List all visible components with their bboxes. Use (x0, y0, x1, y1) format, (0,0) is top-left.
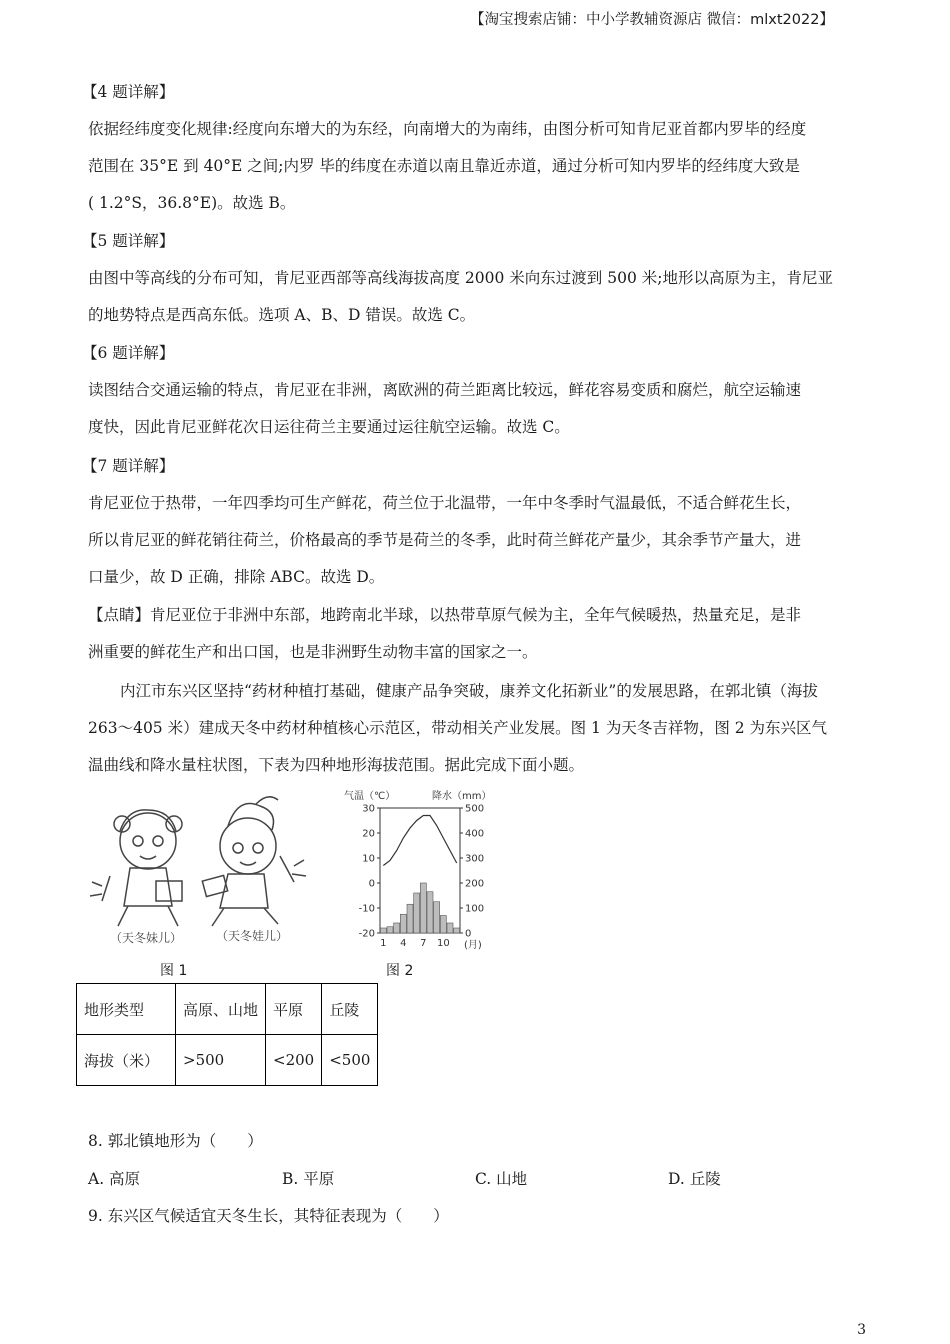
precipitation-bar (440, 916, 446, 934)
precipitation-tick-label: 400 (465, 828, 485, 840)
question-8-option-b[interactable]: B. 平原 (282, 1170, 335, 1188)
precipitation-bar (394, 923, 400, 933)
precipitation-bar (407, 904, 413, 933)
q5-heading: 【5 题详解】 (82, 232, 175, 250)
text-line: 口量少，故 D 正确，排除 ABC。故选 D。 (88, 568, 385, 587)
table-cell: 海拔（米） (77, 1035, 176, 1086)
table-cell: 高原、山地 (176, 984, 266, 1035)
month-tick-label: 10 (436, 938, 450, 949)
temperature-tick-label: 0 (368, 878, 375, 890)
question-8-option-d[interactable]: D. 丘陵 (668, 1170, 721, 1188)
temperature-tick-label: 10 (362, 853, 375, 865)
precipitation-bar (427, 892, 433, 933)
table-cell: <500 (322, 1035, 378, 1086)
q4-heading: 【4 题详解】 (82, 83, 175, 101)
question-8-option-a[interactable]: A. 高原 (88, 1170, 141, 1188)
precipitation-bar (414, 893, 420, 933)
table-cell: 平原 (266, 984, 322, 1035)
text-line: ( 1.2°S，36.8°E)。故选 B。 (88, 194, 296, 213)
temperature-curve (383, 816, 456, 866)
precipitation-ticks (460, 804, 484, 940)
precipitation-tick-label: 100 (465, 903, 485, 915)
figure-2-climate-chart (340, 786, 500, 956)
temperature-tick-label: 20 (362, 828, 375, 840)
text-line: 范围在 35°E 到 40°E 之间;内罗 毕的纬度在赤道以南且靠近赤道，通过分析可知内罗毕的经纬度大致是 (88, 157, 800, 176)
question-8-option-c[interactable]: C. 山地 (475, 1170, 528, 1188)
mascot-girl-label: （天冬妹儿） (110, 931, 183, 945)
text-line: 由图中等高线的分布可知，肯尼亚西部等高线海拔高度 2000 米向东过渡到 500 米;地形以高原为主，肯尼亚 (88, 269, 833, 287)
precipitation-bars (380, 883, 459, 933)
text-line: 肯尼亚位于热带，一年四季均可生产鲜花，荷兰位于北温带，一年中冬季时气温最低，不适合鲜花生长， (88, 494, 802, 512)
q6-heading: 【6 题详解】 (82, 344, 175, 362)
table-cell: 地形类型 (77, 984, 176, 1035)
text-line: 所以肯尼亚的鲜花销往荷兰，价格最高的季节是荷兰的冬季，此时荷兰鲜花产量少，其余季节产量大，进 (88, 531, 802, 550)
q5-explanation (88, 260, 863, 334)
question-8-stem: 8. 郭北镇地形为（ ） (88, 1132, 263, 1150)
precipitation-bar (400, 914, 406, 933)
month-ticks (380, 938, 450, 949)
temperature-tick-label: -10 (358, 903, 375, 915)
page-header: 【淘宝搜索店铺：中小学教辅资源店 微信：mlxt2022】 (470, 12, 834, 28)
text-line: 度快，因此肯尼亚鲜花次日运往荷兰主要通过运往航空运输。故选 C。 (88, 418, 570, 437)
terrain-elevation-table (76, 983, 378, 1086)
plot-frame (380, 808, 460, 933)
text-line: 263～405 米）建成天冬中药材种植核心示范区，带动相关产业发展。图 1 为天冬吉祥物，图 2 为东兴区气 (88, 719, 828, 738)
figure-2-caption: 图 2 (386, 963, 414, 979)
q6-explanation (88, 372, 863, 446)
table-cell: <200 (266, 1035, 322, 1086)
month-tick-label: 7 (420, 938, 427, 949)
text-line: 内江市东兴区坚持“药材种植打基础，健康产品争突破，康养文化拓新业”的发展思路，在郭北镇（海拔 (120, 682, 818, 700)
text-line: 温曲线和降水量柱状图，下表为四种地形海拔范围。据此完成下面小题。 (88, 756, 585, 775)
question-9-stem: 9. 东兴区气候适宜天冬生长，其特征表现为（ ） (88, 1207, 449, 1225)
figure-1-caption: 图 1 (160, 963, 188, 979)
precipitation-bar (380, 928, 386, 933)
month-tick-label: 4 (400, 938, 407, 949)
mascot-boy-label: （天冬娃儿） (216, 929, 289, 943)
key-point-note (88, 597, 863, 671)
temperature-tick-label: 30 (362, 803, 375, 815)
precipitation-bar (387, 927, 393, 933)
precipitation-bar (454, 928, 460, 933)
precipitation-tick-label: 0 (465, 928, 472, 940)
table-cell: >500 (176, 1035, 266, 1086)
table-cell: 丘陵 (322, 984, 378, 1035)
precipitation-tick-label: 200 (465, 878, 485, 890)
month-tick-label: 1 (380, 938, 387, 949)
precipitation-tick-label: 500 (465, 803, 485, 815)
precipitation-bar (420, 883, 426, 933)
temperature-ticks (359, 804, 380, 940)
precipitation-bar (434, 902, 440, 933)
precipitation-tick-label: 300 (465, 853, 485, 865)
figure-1-mascots (88, 786, 328, 956)
month-unit-label: (月) (464, 940, 482, 951)
q7-explanation (88, 485, 863, 597)
q7-heading: 【7 题详解】 (82, 457, 175, 475)
precipitation-axis-title: 降水（mm） (432, 791, 492, 802)
q4-explanation (88, 111, 863, 223)
table-row (77, 1035, 378, 1086)
material-intro (88, 673, 863, 785)
text-line: 的地势特点是西高东低。选项 A、B、D 错误。故选 C。 (88, 306, 476, 325)
precipitation-bar (447, 923, 453, 933)
temperature-tick-label: -20 (358, 928, 375, 940)
text-line: 读图结合交通运输的特点，肯尼亚在非洲，离欧洲的荷兰距离比较远，鲜花容易变质和腐烂，航空运输速 (88, 381, 802, 399)
text-line: 依据经纬度变化规律:经度向东增大的为东经，向南增大的为南纬，由图分析可知肯尼亚首都内罗毕的经度 (88, 120, 807, 138)
page-number: 3 (857, 1322, 866, 1338)
temperature-axis-title: 气温（℃） (344, 791, 396, 802)
mascot-girl-illustration (90, 810, 182, 926)
text-line: 【点睛】肯尼亚位于非洲中东部，地跨南北半球，以热带草原气候为主，全年气候暖热，热量充足，是非 (88, 606, 802, 624)
table-header-row (77, 984, 378, 1035)
mascot-boy-illustration (202, 797, 306, 926)
text-line: 洲重要的鲜花生产和出口国，也是非洲野生动物丰富的国家之一。 (88, 643, 538, 662)
